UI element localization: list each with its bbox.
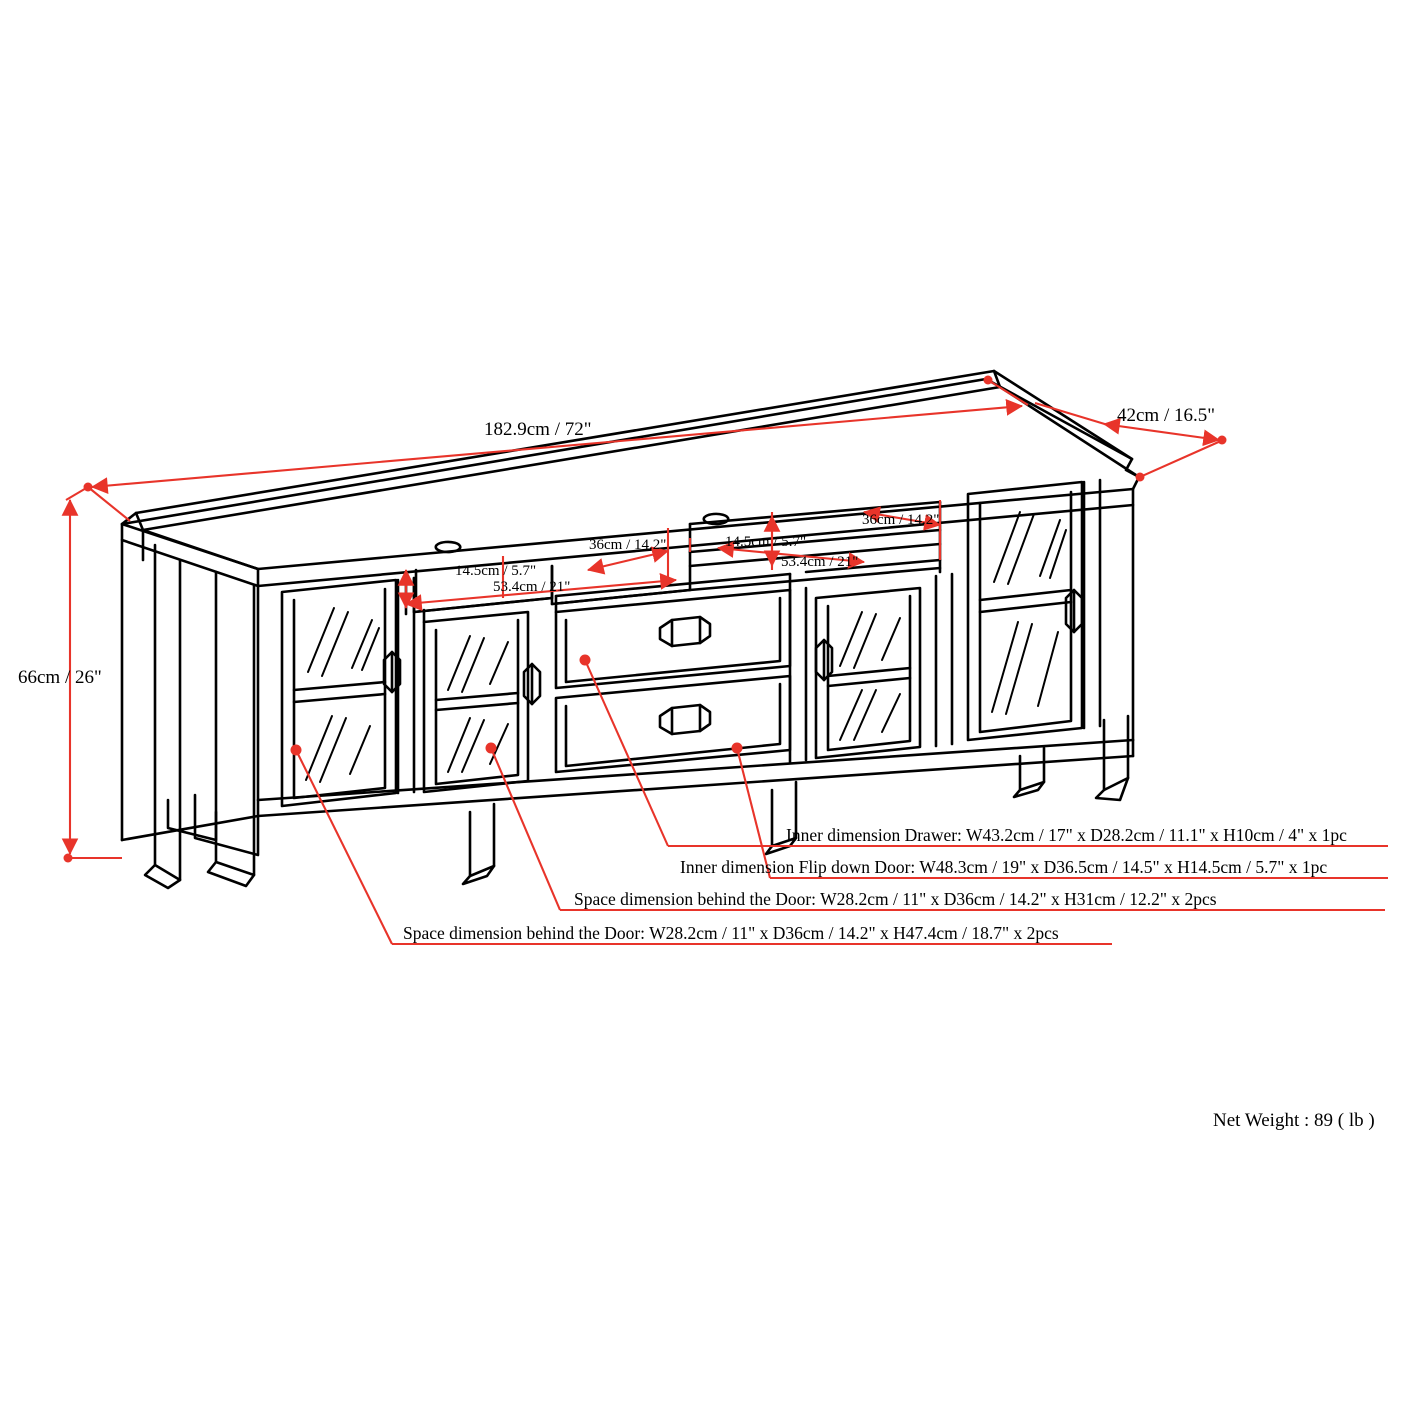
dimension-width: 182.9cm / 72": [484, 419, 592, 440]
dimension-right-open-depth: 36cm / 14.2": [862, 512, 940, 528]
dimension-left-open-depth: 36cm / 14.2": [589, 537, 667, 553]
dimension-height: 66cm / 26": [18, 667, 102, 688]
callout-flip-down-door: Inner dimension Flip down Door: W48.3cm / 19" x D36.5cm / 14.5" x H14.5cm / 5.7" x 1pc: [680, 857, 1328, 877]
dimension-left-open-width: 53.4cm / 21": [493, 579, 571, 595]
dimension-right-open-width: 53.4cm / 21": [781, 554, 859, 570]
dimension-left-open-height: 14.5cm / 5.7": [455, 563, 537, 579]
callout-behind-door-upper: Space dimension behind the Door: W28.2cm / 11" x D36cm / 14.2" x H31cm / 12.2" x 2pcs: [574, 889, 1217, 909]
dimension-right-open-height: 14.5cm / 5.7": [725, 534, 807, 550]
dimension-depth: 42cm / 16.5": [1117, 405, 1215, 426]
net-weight-label: Net Weight : 89 ( lb ): [1213, 1110, 1375, 1131]
callout-drawer: Inner dimension Drawer: W43.2cm / 17" x D28.2cm / 11.1" x H10cm / 4" x 1pc: [786, 825, 1347, 845]
callout-behind-door-lower: Space dimension behind the Door: W28.2cm / 11" x D36cm / 14.2" x H47.4cm / 18.7" x 2pcs: [403, 923, 1059, 943]
